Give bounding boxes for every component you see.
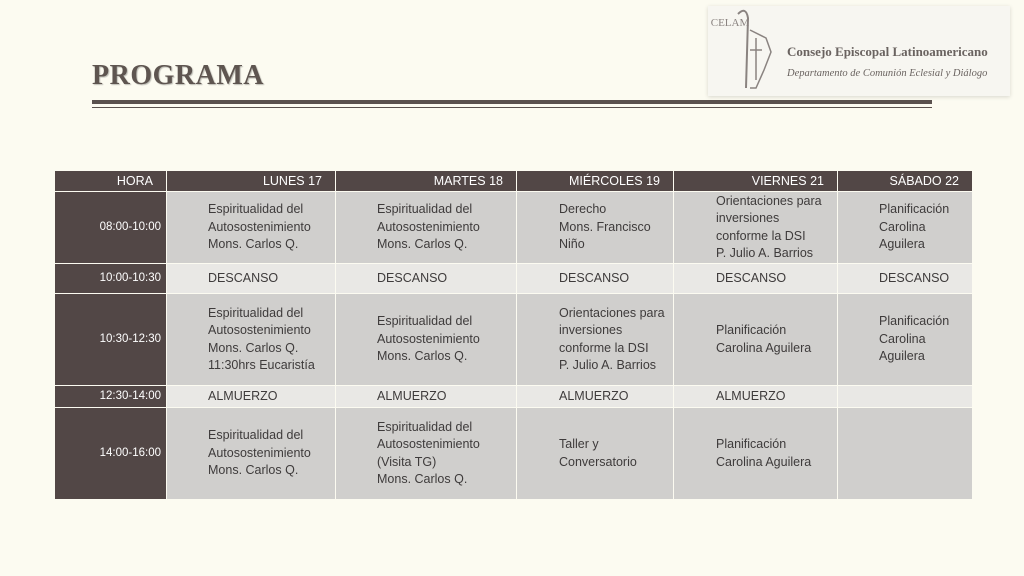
schedule-cell — [674, 386, 838, 408]
table-row — [55, 386, 973, 408]
celam-emblem-icon — [710, 8, 776, 94]
cell-line: ALMUERZO — [208, 388, 278, 403]
cell-line: Mons. Francisco — [559, 219, 651, 234]
cell-line: Espiritualidad del — [377, 419, 473, 434]
cell-line: Carolina Aguilera — [716, 340, 812, 355]
schedule-cell — [517, 264, 674, 294]
cell-line: Carolina Aguilera — [716, 454, 812, 469]
cell-line: DESCANSO — [208, 270, 279, 285]
cell-line: Planificación — [879, 314, 950, 329]
cell-line: P. Julio A. Barrios — [559, 358, 657, 372]
schedule-cell — [517, 408, 674, 500]
time-slot: 14:00-16:00 — [55, 408, 167, 500]
schedule-cell — [336, 408, 517, 500]
cell-line: Planificación — [879, 202, 950, 217]
cell-line: (Visita TG) — [377, 454, 437, 469]
schedule-cell — [336, 264, 517, 294]
schedule-cell — [838, 192, 973, 264]
page-title: PROGRAMA — [92, 60, 264, 91]
cell-line: Espiritualidad del — [208, 305, 304, 320]
celam-logo-block — [708, 6, 1010, 96]
schedule-cell — [167, 192, 336, 264]
cell-line: Mons. Carlos Q. — [208, 340, 299, 355]
cell-line: Espiritualidad del — [208, 202, 304, 217]
cell-line: 11:30hrs Eucaristía — [208, 358, 315, 372]
cell-line: DESCANSO — [559, 270, 630, 285]
cell-line: Orientaciones para — [559, 305, 665, 320]
cell-line: Mons. Carlos Q. — [377, 237, 468, 252]
schedule-cell — [336, 386, 517, 408]
schedule-cell — [167, 294, 336, 386]
cell-line: Mons. Carlos Q. — [208, 463, 299, 478]
cell-line: ALMUERZO — [716, 388, 786, 403]
schedule-cell — [838, 294, 973, 386]
cell-line: Aguilera — [879, 349, 925, 364]
cell-line: Derecho — [559, 202, 607, 217]
schedule-cell — [838, 408, 973, 500]
cell-line: DESCANSO — [716, 270, 787, 285]
schedule-cell — [167, 408, 336, 500]
schedule-cell — [838, 264, 973, 294]
header-lunes: LUNES 17 — [167, 171, 336, 192]
cell-line: Autosostenimiento — [377, 331, 480, 346]
cell-line: Espiritualidad del — [377, 202, 473, 217]
cell-line: Autosostenimiento — [377, 219, 480, 234]
cell-line: Planificación — [716, 323, 787, 337]
schedule-cell — [674, 264, 838, 294]
cell-line: Niño — [559, 237, 585, 252]
schedule-cell — [336, 192, 517, 264]
time-slot: 12:30-14:00 — [55, 386, 167, 408]
table-row — [55, 408, 973, 500]
schedule-cell — [517, 294, 674, 386]
logo-organization-name: Consejo Episcopal Latinoamericano — [787, 44, 988, 59]
logo-department-name: Departamento de Comunión Eclesial y Diálogo — [787, 68, 988, 79]
cell-line: Autosostenimiento — [377, 437, 480, 451]
table-row — [55, 192, 973, 264]
cell-line: ALMUERZO — [377, 388, 447, 403]
cell-line: ALMUERZO — [559, 388, 629, 403]
schedule-table — [54, 170, 973, 500]
title-rule-thin — [92, 107, 932, 108]
cell-line: conforme la DSI — [716, 228, 806, 243]
cell-line: Conversatorio — [559, 454, 637, 469]
cell-line: Autosostenimiento — [208, 323, 311, 337]
table-header-row — [55, 171, 973, 192]
cell-line: Espiritualidad del — [377, 314, 473, 329]
cell-line: DESCANSO — [879, 270, 950, 285]
header-sabado: SÁBADO 22 — [838, 171, 973, 192]
cell-line: Autosostenimiento — [208, 445, 311, 460]
cell-line: Mons. Carlos Q. — [208, 237, 299, 252]
schedule-cell — [167, 264, 336, 294]
cell-line: conforme la DSI — [559, 340, 649, 355]
schedule-cell — [674, 408, 838, 500]
table-row — [55, 294, 973, 386]
cell-line: P. Julio A. Barrios — [716, 246, 814, 260]
header-martes: MARTES 18 — [336, 171, 517, 192]
cell-line: Aguilera — [879, 237, 925, 252]
header-hora: HORA — [55, 171, 167, 192]
cell-line: Carolina — [879, 331, 926, 346]
cell-line: inversiones — [559, 323, 623, 337]
cell-line: DESCANSO — [377, 270, 448, 285]
schedule-cell — [167, 386, 336, 408]
schedule-cell — [674, 294, 838, 386]
cell-line: Carolina — [879, 219, 926, 234]
cell-line: Espiritualidad del — [208, 428, 304, 443]
cell-line: Planificación — [716, 437, 787, 451]
schedule-cell — [674, 192, 838, 264]
time-slot: 10:30-12:30 — [55, 294, 167, 386]
schedule-cell — [517, 192, 674, 264]
time-slot: 08:00-10:00 — [55, 192, 167, 264]
cell-line: Orientaciones para — [716, 193, 822, 208]
title-rule-thick — [92, 100, 932, 104]
cell-line: inversiones — [716, 211, 780, 225]
table-row — [55, 264, 973, 294]
time-slot: 10:00-10:30 — [55, 264, 167, 294]
schedule-cell — [517, 386, 674, 408]
cell-line: Mons. Carlos Q. — [377, 472, 468, 486]
cell-line: Autosostenimiento — [208, 219, 311, 234]
header-viernes: VIERNES 21 — [674, 171, 838, 192]
schedule-cell — [336, 294, 517, 386]
cell-line: Taller y — [559, 437, 599, 451]
header-miercoles: MIÉRCOLES 19 — [517, 171, 674, 192]
svg-text:CELAM: CELAM — [710, 17, 750, 29]
cell-line: Mons. Carlos Q. — [377, 349, 468, 364]
schedule-cell — [838, 386, 973, 408]
